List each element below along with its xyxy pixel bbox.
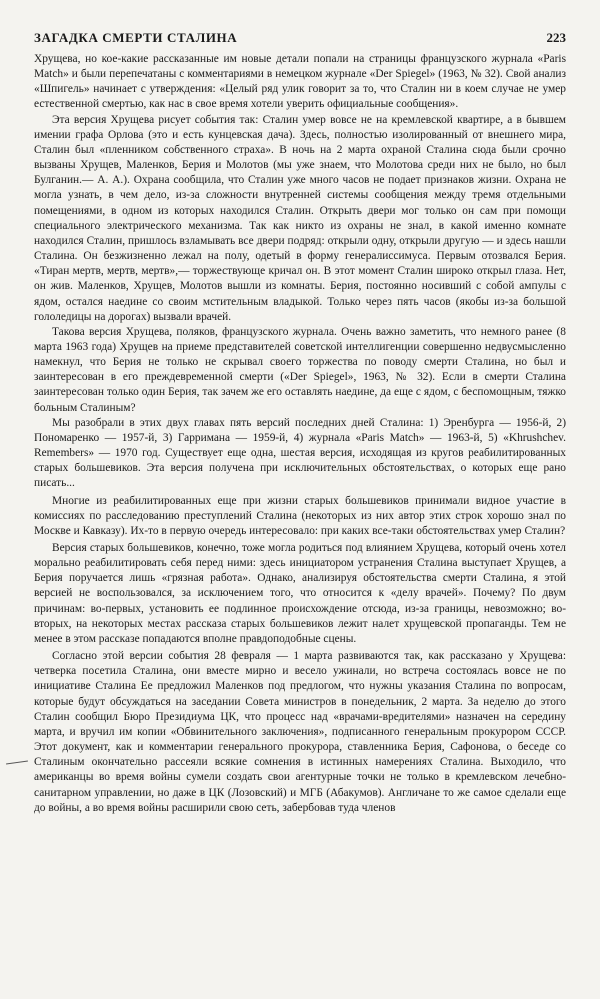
- page-number: 223: [546, 30, 566, 45]
- body-text: [34, 52, 566, 816]
- paragraph: Версия старых большевиков, конечно, тоже могла родиться под влиянием Хрущева, который очень хотел морально реабилитировать себя перед ними: здесь инициатором устранения Сталина выступает Хрущев, а Берия поручается лишь «грязная работа». Однако, анализируя обстоятельства смерти Сталина, я этой версией не воспользовался, за исключением того, что относится к «делу врачей». Почему? По двум причинам: во-первых, установить ее подлинное происхождение отсюда, из-за границы, невозможно; во-вторых, на некоторых местах рассказа старых большевиков лежит налет хрущевской пропаганды. Тем не менее в этом рассказе попадаются вполне правдоподобные сцены.: [34, 542, 566, 645]
- paragraph: Такова версия Хрущева, поляков, французского журнала. Очень важно заметить, что немного ранее (8 марта 1963 года) Хрущев на приеме представителей советской интеллигенции совершенно недвусмысленно намекнул, что Берия не только не скрывал своего торжества по поводу смерти Сталина, но был и заинтересован в его преждевременной смерти («Der Spiegel», 1963, № 32). Если в смерти Сталина заинтересован только один Берия, так зачем же его оставлять наедине, да еще с ядом, с беспомощным, тяжко больным Сталиным?: [34, 325, 566, 414]
- paragraph: Эта версия Хрущева рисует события так: Сталин умер вовсе не на кремлевской квартире, а в бывшем имении графа Орлова (это и есть кунцевская дача). Здесь, полностью изолированный от внешнего мира, Сталин был «пленником собственного страха». В ночь на 2 марта охраной Сталина сюда были срочно вызваны Хрущев, Маленков, Берия и Молотов (мы уже знаем, что Молотова среди них не было, но был Булганин.— А. А.). Охрана сообщила, что Сталин уже много часов не подает признаков жизни. Охрана не могла узнать, в чем дело, из-за сложности внутренней системы сообщения между тремя отдельными помещениями, в одном из которых находился Сталин. Открыть двери мог только он сам при помощи специального электрического механизма. Так как никто из охраны не знал, в какой именно комнате находился Сталин, пришлось взламывать все двери подряд: открыли одну, открыли другую — и здесь нашли Сталина. Он безжизненно лежал на полу, одетый в форму генералиссимуса. Первым отозвался Берия. «Тиран мертв, мертв, мертв»,— торжествующе кричал он. В этот момент Сталин широко открыл глаза. Нет, он жив. Маленков, Хрущев, Молотов вышли из комнаты. Берия, постоянно носивший с собой ампулы с ядом, остался наедине со своим мстительным владыкой. Только через пять часов (якобы из-за большой гололедицы на дорогах) вызвали врачей.: [34, 113, 566, 323]
- paragraph: Хрущева, но кое-какие рассказанные им новые детали попали на страницы французского журнала «Paris Match» и были перепечатаны с комментариями в немецком журнале «Der Spiegel» (1963, № 32). Свой анализ «Шпигель» начинает с утверждения: «Целый ряд улик говорит за то, что Сталин ни в коем случае не умер естественной смертью, как нас в свое время хотели уверить официальные сообщения».: [34, 53, 566, 111]
- running-head: [34, 30, 566, 52]
- paragraph: Многие из реабилитированных еще при жизни старых большевиков принимали видное участие в комиссиях по расследованию преступлений Сталина (некоторых из них автор этих строк хорошо знал по Москве и Кавказу). Их-то в первую очередь интересовало: при каких все-таки обстоятельствах умер Сталин?: [34, 494, 566, 537]
- paragraph: Согласно этой версии события 28 февраля — 1 марта развиваются так, как рассказано у Хрущева: четверка посетила Сталина, они вместе мирно и весело ужинали, но встреча состоялась вовсе не по инициативе Сталина Ее предложил Маленков под предлогом, что нужны указания Сталина по вопросам, которые будут обсуждаться на заседании Совета министров в понедельник, 2 марта. За неделю до этого Сталин сообщил Бюро Президиума ЦК, что процесс над «врачами-вредителями» назначен на середину марта, и вручил им копии «Обвинительного заключения», подписанного генеральным прокурором СССР. Этот документ, как и комментарии генерального прокурора, ставленника Берия, Сафонова, о беседе со Сталиным окончательно рассеяли всякие сомнения в истинных намерениях Сталина. Выходило, что американцы во время войны сумели создать свои агентурные точки не только в кремлевском лечебно-санитарном управлении, но даже в ЦК (Лозовский) и МГБ (Абакумов). Англичане то же самое сделали еще до войны, а во время войны расширили свою сеть, забербовав туда членов: [34, 650, 566, 814]
- margin-pencil-mark: [6, 760, 28, 764]
- paragraph: Мы разобрали в этих двух главах пять версий последних дней Сталина: 1) Эренбурга — 1956-й, 2) Пономаренко — 1957-й, 3) Гарримана — 1959-й, 4) журнала «Paris Match» — 1963-й, 5) «Khrushchev. Remembers» — 1970 год. Существует еще одна, шестая версия, исходящая из кругов реабилитированных старых большевиков. Эта версия получена при исключительных обстоятельствах, о которых еще рано писать...: [34, 416, 566, 490]
- running-title: ЗАГАДКА СМЕРТИ СТАЛИНА: [34, 30, 238, 45]
